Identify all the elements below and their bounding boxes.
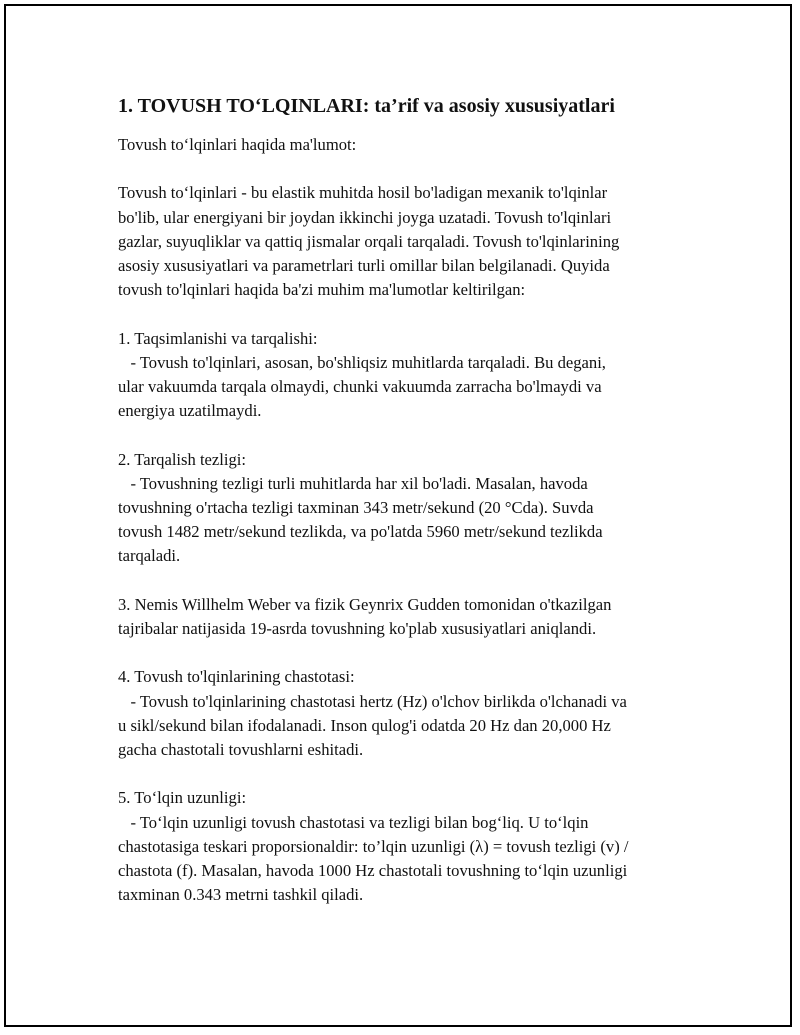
document-title: 1. TOVUSH TO‘LQINLARI: ta’rif va asosiy xususiyatlari [118, 95, 615, 117]
spacer [118, 157, 698, 181]
spacer [118, 762, 698, 786]
section-5-heading: 5. To‘lqin uzunligi: [118, 788, 247, 808]
section-2-body: - Tovushning tezligi turli muhitlarda har xil bo'ladi. Masalan, havoda tovushning o'rtacha tezligi taxminan 343 metr/sekund (20 °Cda). Suvda tovush 1482 metr/sekund tezlikda, va po'latda 5960 metr/sekund tezlikda tarqaladi. [118, 473, 603, 566]
intro-heading: Tovush to‘lqinlari haqida ma'lumot: [118, 135, 357, 154]
section-5-body: - To‘lqin uzunligi tovush chastotasi va tezligi bilan bog‘liq. U to‘lqin chastotasiga teskari proporsionaldir: to’lqin uzunligi (λ) = tovush tezligi (v) / chastota (f). Masalan, havoda 1000 Hz chastotali tovushning to‘lqin uzunligi taxminan 0.343 metrni tashkil qiladi. [118, 812, 629, 905]
section-2-heading: 2. Tarqalish tezligi: [118, 449, 247, 469]
spacer [118, 641, 698, 665]
section-3-text: 3. Nemis Willhelm Weber va fizik Geynrix Gudden tomonidan o'tkazilgan tajribalar natijasida 19-asrda tovushning ko'plab xususiyatlari aniqlandi. [118, 594, 612, 638]
document-body [118, 93, 698, 907]
section-4-heading: 4. Tovush to'lqinlarining chastotasi: [118, 667, 355, 687]
spacer [118, 302, 698, 326]
section-4-body: - Tovush to'lqinlarining chastotasi hertz (Hz) o'lchov birlikda o'lchanadi va u sikl/sekund bilan ifodalanadi. Inson qulog'i odatda 20 Hz dan 20,000 Hz gacha chastotali tovushlarni eshitadi. [118, 691, 627, 759]
section-1-body: - Tovush to'lqinlari, asosan, bo'shliqsiz muhitlarda tarqaladi. Bu degani, ular vakuumda tarqala olmaydi, chunki vakuumda zarracha bo'lmaydi va energiya uzatilmaydi. [118, 352, 606, 421]
spacer [118, 423, 698, 447]
intro-paragraph: Tovush to‘lqinlari - bu elastik muhitda hosil bo'ladigan mexanik to'lqinlar bo'lib, ular energiyani bir joydan ikkinchi joyga uzatadi. Tovush to'lqinlari gazlar, suyuqliklar va qattiq jismalar orqali tarqaladi. Tovush to'lqinlarining asosiy xususiyatlari va parametrlari turli omillar bilan belgilanadi. Quyida tovush to'lqinlari haqida ba'zi muhim ma'lumotlar keltirilgan: [118, 183, 620, 300]
section-1-heading: 1. Taqsimlanishi va tarqalishi: [118, 328, 318, 348]
spacer [118, 569, 698, 593]
